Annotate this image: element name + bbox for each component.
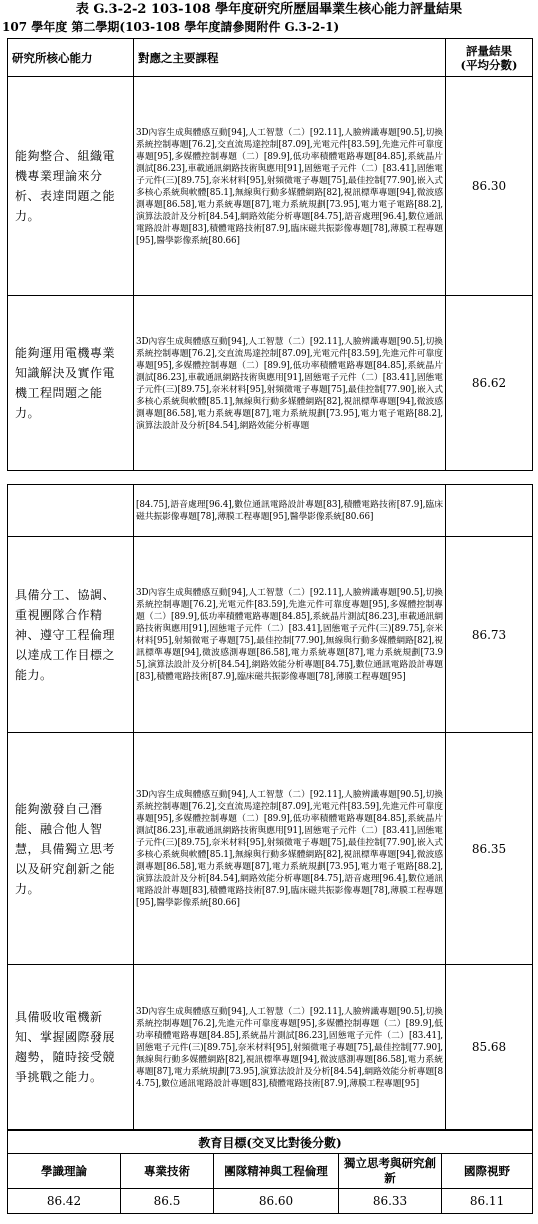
header-courses: 對應之主要課程	[134, 39, 446, 77]
goal-value: 86.5	[121, 1189, 214, 1214]
goal-value: 86.33	[339, 1189, 442, 1214]
header-result-line1: 評量結果	[466, 43, 512, 58]
courses-cell: 3D內容生成與體感互動[94],人工智慧（二）[92.11],人臉辨識專題[90.5],切換系統控制專題[76.2],交直流馬達控制[87.09],光電元件[83.59],先進元件可靠度專題[95],多媒體控制專題（二）[89.9],低功率積體電路專題[84.85],系統晶片測試[86.23],車載通訊網路技術與應用[91],固態電子元件（二）[83.41],固態電子元件(三)[89.75],奈米材料[95],射頻微電子專題[75],最佳控制[77.90],嵌入式多核心系統與軟體[85.1],無線與行動多媒體網路[82],視訊標準專題[94],微波感測專題[86.58],電力系統專題[87],電力系統規劃[73.95],電力電子電路[88.2],演算法設計及分析[84.54],網路效能分析專題[84.75],語音處理[96.4],數位通訊電路設計專題[83],積體電路技術[87.9],臨床磁共振影像專題[78],薄膜工程專題[95],醫學影像系統[80.66]	[134, 77, 446, 296]
table-row-continued	[8, 485, 533, 537]
score-cell: 86.30	[446, 77, 533, 296]
goals-title: 教育目標(交叉比對後分數)	[8, 1131, 533, 1154]
header-row	[8, 39, 533, 77]
table-row	[8, 296, 533, 471]
table-row	[8, 77, 533, 296]
competency-cell: 具備吸收電機新知、掌握國際發展趨勢，隨時接受競爭挑戰之能力。	[8, 965, 134, 1130]
goal-value: 86.60	[214, 1189, 339, 1214]
competency-cell: 能夠激發自己潛能、融合他人智慧，具備獨立思考以及研究創新之能力。	[8, 733, 134, 965]
competency-cell: 能夠運用電機專業知識解決及實作電機工程問題之能力。	[8, 296, 134, 471]
competency-table-part2	[7, 484, 533, 1130]
goal-header: 學識理論	[8, 1154, 121, 1189]
goal-header: 國際視野	[442, 1154, 533, 1189]
header-result	[446, 39, 533, 77]
score-cell: 86.62	[446, 296, 533, 471]
table-row	[8, 537, 533, 733]
competency-table-part1	[7, 38, 533, 471]
competency-cell: 能夠整合、組織電機專業理論來分析、表達問題之能力。	[8, 77, 134, 296]
header-competency: 研究所核心能力	[8, 39, 134, 77]
goal-value: 86.42	[8, 1189, 121, 1214]
goal-value: 86.11	[442, 1189, 533, 1214]
table-title: 表 G.3-2-2 103-108 學年度研究所歷屆畢業生核心能力評量結果	[75, 2, 463, 17]
table-row	[8, 733, 533, 965]
courses-cell: 3D內容生成與體感互動[94],人工智慧（二）[92.11],人臉辨識專題[90.5],切換系統控制專題[76.2],先進元件可靠度專題[95],多媒體控制專題（二）[89.9],低功率積體電路專題[84.85],系統晶片測試[86.23],固態電子元件（二）[83.41],固態電子元件(三)[89.75],奈米材料[95],射頻微電子專題[75],最佳控制[77.90],無線與行動多媒體網路[82],視訊標準專題[94],微波感測專題[86.58],電力系統專題[87],電力系統規劃[73.95],演算法設計及分析[84.54],網路效能分析專題[84.75],數位通訊電路設計專題[83],積體電路技術[87.9],薄膜工程專題[95]	[134, 965, 446, 1130]
goal-header: 獨立思考與研究創新	[339, 1154, 442, 1189]
table-subtitle: 107 學年度 第二學期(103-108 學年度請參閱附件 G.3-2-1)	[2, 20, 340, 34]
courses-cell: 3D內容生成與體感互動[94],人工智慧（二）[92.11],人臉辨識專題[90.5],切換系統控制專題[76.2],交直流馬達控制[87.09],光電元件[83.59],先進元件可靠度專題[95],多媒體控制專題（二）[89.9],低功率積體電路專題[84.85],系統晶片測試[86.23],車載通訊網路技術與應用[91],固態電子元件（二）[83.41],固態電子元件(三)[89.75],奈米材料[95],射頻微電子專題[75],最佳控制[77.90],嵌入式多核心系統與軟體[85.1],無線與行動多媒體網路[82],視訊標準專題[94],微波感測專題[86.58],電力系統專題[87],電力系統規劃[73.95],電力電子電路[88.2],演算法設計及分析[84.54],網路效能分析專題[84.75],語音處理[96.4],數位通訊電路設計專題[83],積體電路技術[87.9],臨床磁共振影像專題[78],薄膜工程專題[95],醫學影像系統[80.66]	[134, 733, 446, 965]
score-cell: 86.35	[446, 733, 533, 965]
goals-title-row	[8, 1131, 533, 1154]
courses-cell: 3D內容生成與體感互動[94],人工智慧（二）[92.11],人臉辨識專題[90.5],切換系統控制專題[76.2],交直流馬達控制[87.09],光電元件[83.59],先進元件可靠度專題[95],多媒體控制專題（二）[89.9],低功率積體電路專題[84.85],系統晶片測試[86.23],車載通訊網路技術與應用[91],固態電子元件（二）[83.41],固態電子元件(三)[89.75],奈米材料[95],射頻微電子專題[75],最佳控制[77.90],嵌入式多核心系統與軟體[85.1],無線與行動多媒體網路[82],視訊標準專題[94],微波感測專題[86.58],電力系統專題[87],電力系統規劃[73.95],電力電子電路[88.2],演算法設計及分析[84.54],網路效能分析專題	[134, 296, 446, 471]
score-cell: 85.68	[446, 965, 533, 1130]
goals-header-row	[8, 1154, 533, 1189]
courses-cell: [84.75],語音處理[96.4],數位通訊電路設計專題[83],積體電路技術[87.9],臨床磁共振影像專題[78],薄膜工程專題[95],醫學影像系統[80.66]	[134, 485, 446, 537]
header-result-line2: (平均分數)	[460, 57, 518, 72]
goal-header: 團隊精神與工程倫理	[214, 1154, 339, 1189]
table-row	[8, 965, 533, 1130]
goal-header: 專業技術	[121, 1154, 214, 1189]
goals-value-row	[8, 1189, 533, 1214]
score-cell: 86.73	[446, 537, 533, 733]
courses-cell: 3D內容生成與體感互動[94],人工智慧（二）[92.11],人臉辨識專題[90.5],切換系統控制專題[76.2],光電元件[83.59],先進元件可靠度專題[95],多媒體控制專題（二）[89.9],低功率積體電路專題[84.85],系統晶片測試[86.23],車載通訊網路技術與應用[91],固態電子元件（二）[83.41],固態電子元件(三)[89.75],奈米材料[95],射頻微電子專題[75],最佳控制[77.90],無線與行動多媒體網路[82],視訊標準專題[94],微波感測專題[86.58],電力系統專題[87],電力系統規劃[73.95],演算法設計及分析[84.54],網路效能分析專題[84.75],數位通訊電路設計專題[83],積體電路技術[87.9],臨床磁共振影像專題[78],薄膜工程專題[95]	[134, 537, 446, 733]
competency-cell: 具備分工、協調、重視團隊合作精神、遵守工程倫理以達成工作目標之能力。	[8, 537, 134, 733]
competency-cell-empty	[8, 485, 134, 537]
education-goals-table	[7, 1130, 533, 1214]
score-cell-empty	[446, 485, 533, 537]
